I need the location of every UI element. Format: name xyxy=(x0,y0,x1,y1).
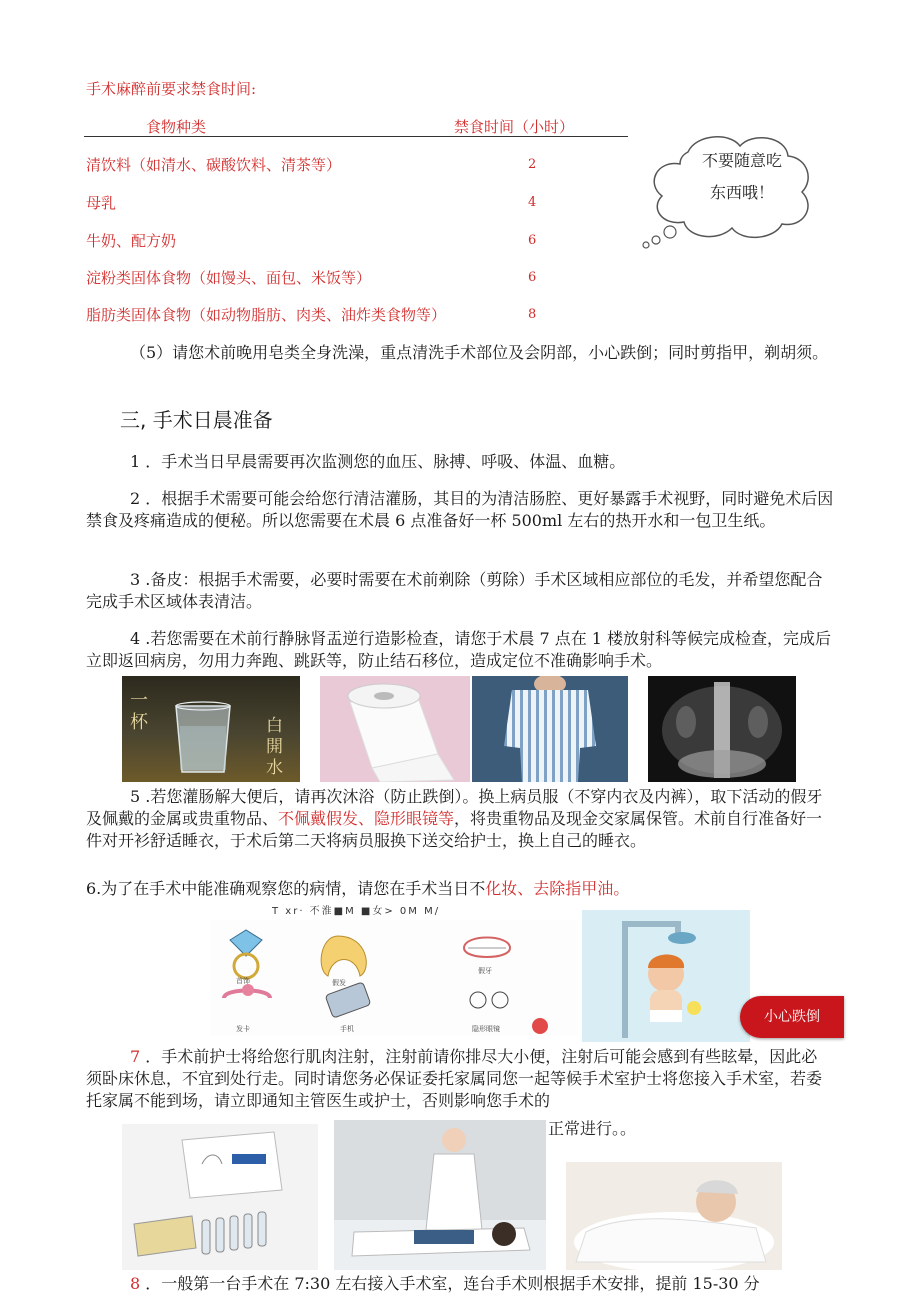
shower-child-illustration xyxy=(582,910,750,1042)
hours-row-4: 6 xyxy=(528,270,537,285)
food-row-3: 牛奶、配方奶 xyxy=(86,232,177,250)
remove-items-panel xyxy=(210,920,578,1036)
medicine-box-photo xyxy=(122,1124,318,1270)
label-hairpin: 发卡 xyxy=(236,1025,250,1033)
item-6-garbled-caption: T ⅹr· 不淮■M ■女> 0M M/ xyxy=(272,906,441,917)
evening-item-5: （5）请您术前晚用皂类全身洗澡，重点清洗手术部位及会阴部，小心跌倒；同时剪指甲，剃胡须。 xyxy=(130,343,829,362)
label-phone: 手机 xyxy=(340,1025,354,1033)
morning-item-1: 1 ．手术当日早晨需要再次监测您的血压、脉搏、呼吸、体温、血糖。 xyxy=(130,452,626,471)
toilet-paper-photo xyxy=(320,676,470,782)
col-time-header: 禁食时间（小时） xyxy=(454,118,575,136)
item-5-text-b: ，将贵重物品及现金交家属保管。术前自行准备好一件对开衫舒适睡衣，于术后第二天将病员服换下送交给护士，换上自己的睡衣。 xyxy=(86,809,823,850)
xray-photo xyxy=(648,676,796,782)
food-row-4: 淀粉类固体食物（如馒头、面包、米饭等） xyxy=(86,269,372,287)
morning-item-2: 2 ．根据手术需要可能会给您行清洁灌肠，其目的为清洁肠腔、更好暴露手术视野，同时避免术后因禁食及疼痛造成的便秘。所以您需要在术晨 6 点准备好一杯 500ml 左右的热开水和一包卫生纸。 xyxy=(86,489,834,530)
resting-patient-photo xyxy=(566,1162,782,1270)
morning-item-8 xyxy=(86,1273,838,1295)
item-5-red-text: 不佩戴假发、隐形眼镜等 xyxy=(278,809,455,828)
label-dentures: 假牙 xyxy=(478,967,492,975)
item-7-text: ．手术前护士将给您行肌肉注射，注射前请你排尽大小便，注射后可能会感到有些眩晕，因此必须卧床休息，不宜到处行走。同时请您务必保证委托家属同您一起等候手术室护士将您接入手术室，若委托家属不能到场，请立即通知主管医生或护士，否则影响您手术的 xyxy=(86,1047,823,1110)
nurse-injection-photo xyxy=(334,1120,546,1270)
item-5-text-a: 5 .若您灌肠解大便后，请再次沐浴（防止跌倒）。换上病员服（不穿内衣及内裤），取下活动的假牙及佩戴的金属或贵重物品、 xyxy=(86,787,823,828)
morning-item-4: 4 .若您需要在术前行静脉肾盂逆行造影检查，请您于术晨 7 点在 1 楼放射科等候完成检查，完成后立即返回病房，勿用力奔跑、跳跃等，防止结石移位，造成定位不准确影响手术。 xyxy=(86,629,832,670)
morning-item-5 xyxy=(86,786,838,852)
water-cup-photo xyxy=(122,676,300,782)
item-8-text: ．一般第一台手术在 7:30 左右接入手术室，连台手术则根据手术安排，提前 15-30 分 xyxy=(140,1274,760,1293)
careful-fall-badge: 小心跌倒 xyxy=(740,996,844,1038)
hours-row-1: 2 xyxy=(528,157,537,172)
hours-row-5: 8 xyxy=(528,307,537,322)
hours-row-2: 4 xyxy=(528,195,537,210)
morning-item-6 xyxy=(86,878,838,900)
cup-right-text: 白開水 xyxy=(266,716,283,778)
item-7-number: 7 xyxy=(130,1047,141,1066)
patient-gown-photo xyxy=(472,676,628,782)
table-rule xyxy=(84,136,628,137)
label-wig: 假发 xyxy=(332,979,346,987)
item-6-text: 6.为了在手术中能准确观察您的病情，请您在手术当日不 xyxy=(86,879,486,898)
label-contacts: 隐形眼镜 xyxy=(472,1025,500,1033)
section-3-title: 三, 手术日晨准备 xyxy=(120,408,273,432)
morning-item-3: 3 .备皮：根据手术需要，必要时需要在术前剃除（剪除）手术区域相应部位的毛发，并希望您配合完成手术区域体表清洁。 xyxy=(86,570,823,611)
cup-left-text: 一杯 xyxy=(130,690,148,733)
item-7-tail: 正常进行。。 xyxy=(548,1119,637,1138)
food-row-5: 脂肪类固体食物（如动物脂肪、肉类、油炸类食物等） xyxy=(86,306,447,324)
fasting-title: 手术麻醉前要求禁食时间: xyxy=(86,80,257,98)
bubble-line-1: 不要随意吃 xyxy=(702,151,783,170)
food-row-1: 清饮料（如清水、碳酸饮料、清茶等） xyxy=(86,156,342,174)
morning-item-7 xyxy=(86,1046,830,1112)
item-8-number: 8 xyxy=(130,1274,141,1293)
hours-row-3: 6 xyxy=(528,233,537,248)
col-food-header: 食物种类 xyxy=(146,118,207,136)
bubble-line-2: 东西哦！ xyxy=(710,183,775,202)
item-6-red-text: 化妆、去除指甲油。 xyxy=(485,879,630,898)
label-jewelry: 首饰 xyxy=(236,977,250,985)
food-row-2: 母乳 xyxy=(86,194,117,212)
